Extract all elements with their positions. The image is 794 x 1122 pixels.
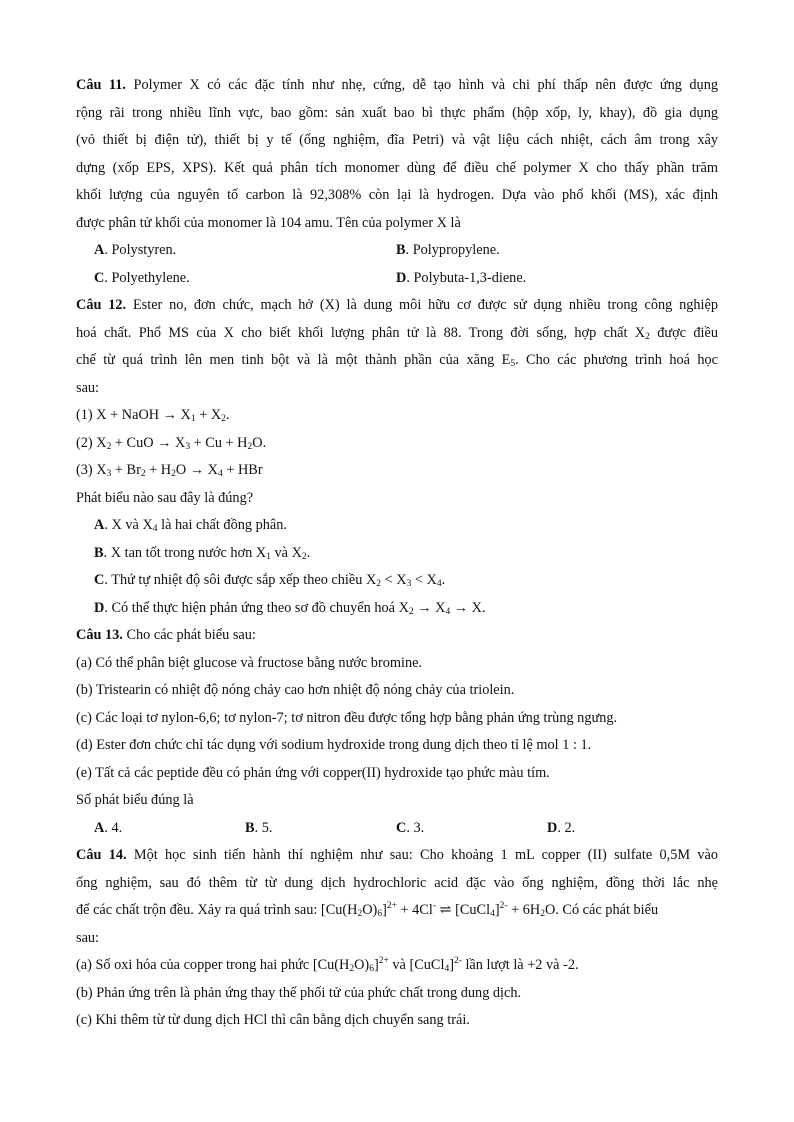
- q14-label: Câu 14.: [76, 847, 127, 863]
- q13-option-a: A. 4.: [94, 819, 123, 836]
- q11-label: Câu 11.: [76, 77, 127, 93]
- q11-options-row: [76, 265, 718, 293]
- q11-option-c: C. Polyethylene.: [94, 269, 190, 286]
- q14-line: Câu 14. Một học sinh tiến hành thí nghiệm như sau: Cho khoảng 1 mL copper (II) sulfate 0,5M vào: [76, 847, 718, 863]
- q11-option-a: A. Polystyren.: [94, 242, 177, 258]
- q13-statement: (a) Có thể phân biệt glucose và fructose bằng nước bromine.: [76, 654, 423, 671]
- q11-line: được phân tử khối của monomer là 104 amu. Tên của polymer X là: [76, 214, 461, 231]
- q12-option-c: C. Thứ tự nhiệt độ sôi được sắp xếp theo chiều $X_2 < X_3 < X_4$.: [94, 572, 446, 589]
- q13-option-c: C. 3.: [396, 819, 425, 836]
- q13-statement: (c) Các loại tơ nylon-6,6; tơ nylon-7; tơ nitron đều được tổng hợp bằng phản ứng trùng ngưng.: [76, 709, 618, 726]
- q14-line: để các chất trộn đều. Xảy ra quá trình sau: $[Cu(H_2O)_6]^{2+} + 4Cl^-$ ⇌ [CuCl$_4$]$^{2-}$ + $6H_2O$. Có các phát biểu: [76, 901, 659, 919]
- q11-line: dựng (xốp EPS, XPS). Kết quả phân tích monomer dùng để điều chế polymer X cho thấy phần trăm: [76, 159, 718, 176]
- q14-statement-b: (b) Phản ứng trên là phản ứng thay thế phối tử của phức chất trong dung dịch.: [76, 984, 522, 1001]
- q12-line: chế từ quá trình lên men tinh bột và là một thành phần của xăng $E_5$. Cho các phương trình hoá học: [76, 352, 718, 369]
- q13-statement: (b) Tristearin có nhiệt độ nóng chảy cao hơn nhiệt độ nóng chảy của triolein.: [76, 682, 515, 698]
- question-12: [76, 292, 718, 622]
- q12-line: Câu 12. Ester no, đơn chức, mạch hở (X) là dung môi hữu cơ được sử dụng nhiều trong công nghiệp: [76, 297, 718, 313]
- q11-line: (vỏ thiết bị điện tử), thiết bị y tế (ống nghiệm, đĩa Petri) và vật liệu cách nhiệt, cách âm trong xây: [76, 132, 718, 148]
- question-13: [76, 622, 718, 842]
- q12-option-a: A. X và $X_4$ là hai chất đồng phân.: [94, 517, 287, 534]
- q12-line: hoá chất. Phổ MS của X cho biết khối lượng phân tử là 88. Trong đời sống, hợp chất $X_2$ được điều: [76, 324, 718, 342]
- q11-option-b: B. Polypropylene.: [396, 242, 500, 258]
- q14-line: sau:: [76, 929, 100, 946]
- q12-option-b: B. X tan tốt trong nước hơn $X_1$ và $X_2$.: [94, 544, 311, 562]
- q12-label: Câu 12.: [76, 297, 127, 313]
- q11-line: khối lượng của nguyên tố carbon là 92,308% còn lại là hydrogen. Dựa vào phổ khối (MS), xác định: [76, 187, 718, 203]
- q13-question: Số phát biểu đúng là: [76, 792, 194, 808]
- q13-options-row: [76, 815, 718, 843]
- q12-equation-2: (2) $X_2$ + CuO → $X_3 + Cu + H_2O$.: [76, 434, 267, 452]
- q11-line: rộng rãi trong nhiều lĩnh vực, bao gồm: sản xuất bao bì thực phẩm (hộp xốp, ly, khay), đồ gia dụng: [76, 104, 718, 121]
- question-11: [76, 72, 718, 292]
- q11-option-d: D. Polybuta-1,3-diene.: [396, 269, 527, 286]
- q14-line: ống nghiệm, sau đó thêm từ từ dung dịch hydrochloric acid đặc vào ống nghiệm, đồng thời lắc nhẹ: [76, 874, 718, 891]
- question-14: [76, 842, 718, 1035]
- q13-option-b: B. 5.: [245, 819, 273, 836]
- q12-question: Phát biểu nào sau đây là đúng?: [76, 489, 254, 506]
- q13-intro: Câu 13. Cho các phát biểu sau:: [76, 627, 256, 643]
- q12-option-d: D. Có thể thực hiện phản ứng theo sơ đồ chuyển hoá $X_2 \to X_4 \to X$.: [94, 599, 486, 617]
- q11-options-row: [76, 237, 718, 265]
- q12-equation-1: (1) X + NaOH → $X_1 + X_2$.: [76, 407, 230, 424]
- q13-statement: (d) Ester đơn chức chỉ tác dụng với sodium hydroxide trong dung dịch theo tỉ lệ mol 1 : 1.: [76, 737, 592, 753]
- q13-label: Câu 13.: [76, 627, 123, 643]
- q12-equation-3: (3) $X_3 + Br_2 + H_2O \to X_4$ + HBr: [76, 462, 263, 479]
- q11-line: Câu 11. Polymer X có các đặc tính như nhẹ, cứng, dễ tạo hình và chi phí thấp nên được ứng dụng: [76, 77, 718, 93]
- q14-statement-a: (a) Số oxi hóa của copper trong hai phức $[Cu(H_2O)_6]^{2+}$ và [CuCl$_4$]$^{2-}$ lần lượt là +2 và -2.: [76, 956, 579, 974]
- q14-statement-c: (c) Khi thêm từ từ dung dịch HCl thì cân bằng dịch chuyển sang trái.: [76, 1012, 470, 1028]
- q13-statement: (e) Tất cả các peptide đều có phản ứng với copper(II) hydroxide tạo phức màu tím.: [76, 764, 550, 781]
- q12-line: sau:: [76, 379, 100, 396]
- q13-option-d: D. 2.: [547, 819, 576, 836]
